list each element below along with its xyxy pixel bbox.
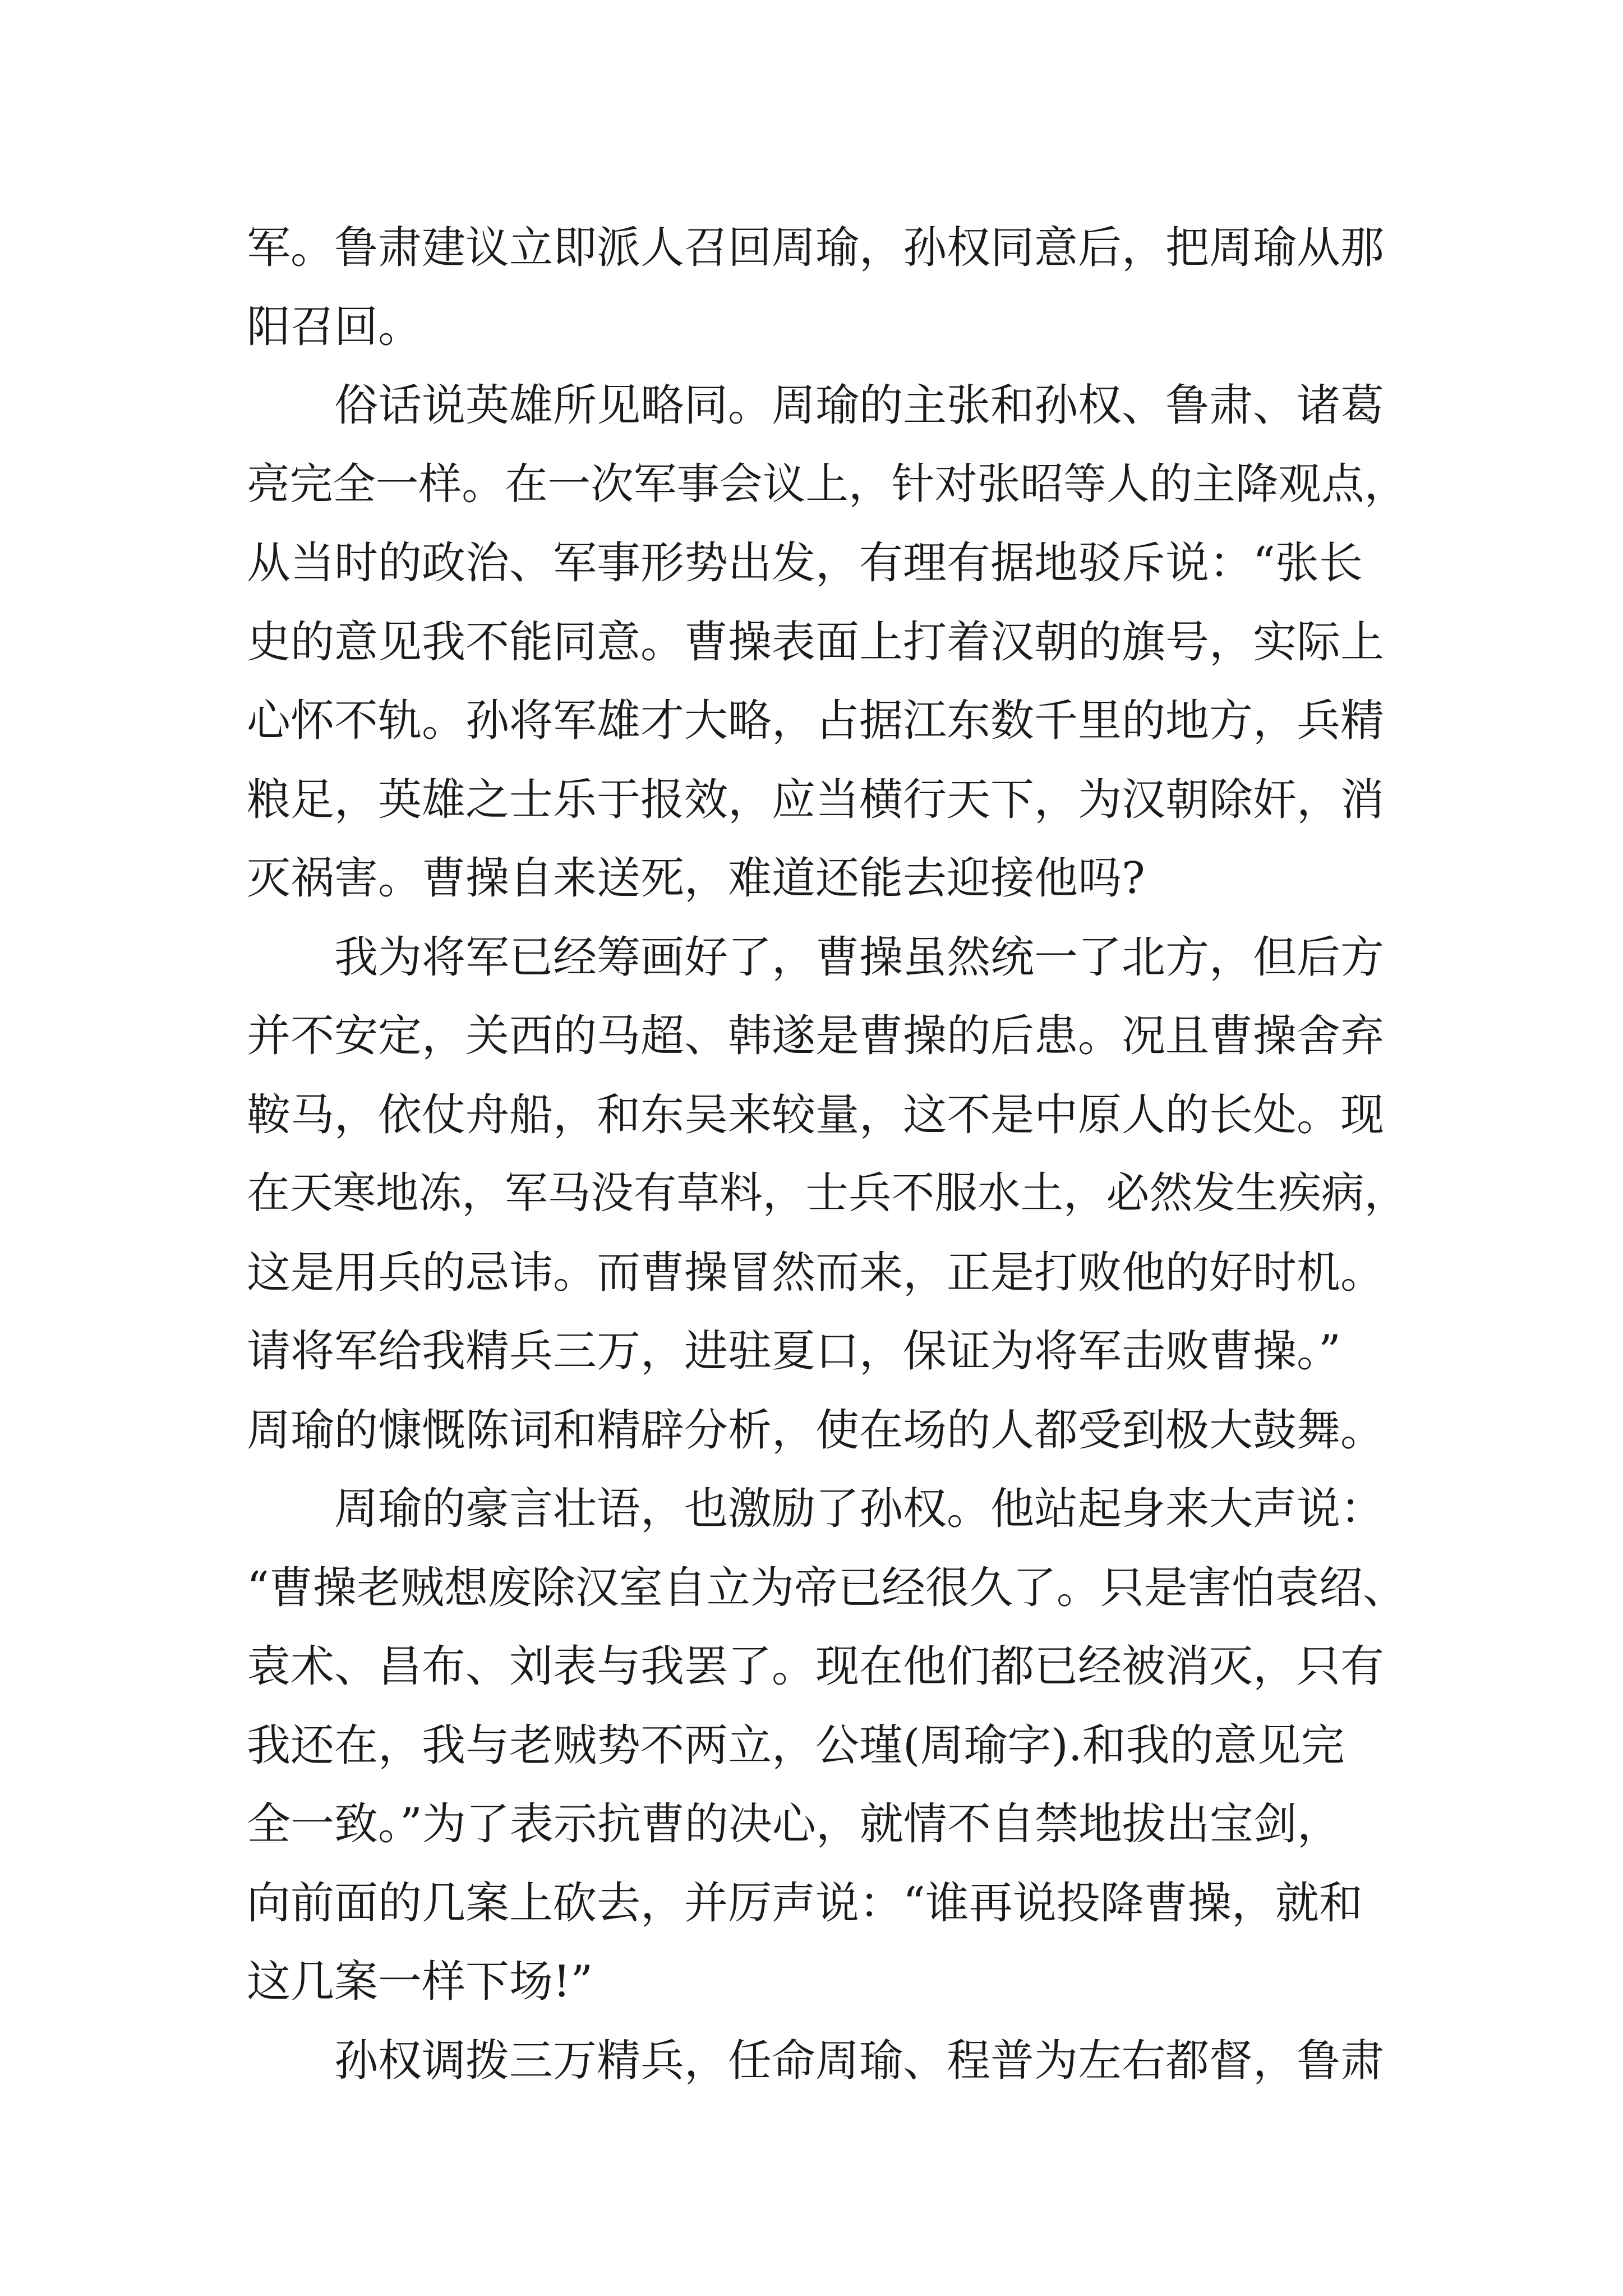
text-line: 袁术、昌布、刘表与我罢了。现在他们都已经被消灭，只有: [247, 1641, 1385, 1692]
text-line: 亮完全一样。在一次军事会议上，针对张昭等人的主降观点，: [247, 459, 1408, 509]
text-line: 请将军给我精兵三万，进驻夏口，保证为将军击败曹操。”: [247, 1326, 1341, 1377]
text-line: 这是用兵的忌讳。而曹操冒然而来，正是打败他的好时机。: [247, 1247, 1385, 1298]
text-line: 这几案一样下场!”: [247, 1957, 593, 2007]
text-line: 阳召回。: [247, 301, 422, 352]
text-line: 孙权调拨三万精兵，任命周瑜、程普为左右都督，鲁肃: [334, 2035, 1385, 2086]
document-body: [247, 209, 1413, 2100]
text-line: 我还在，我与老贼势不两立，公瑾(周瑜字).和我的意见完: [247, 1720, 1345, 1771]
text-line: 心怀不轨。孙将军雄才大略，占据江东数千里的地方，兵精: [247, 696, 1385, 746]
text-line: 史的意见我不能同意。曹操表面上打着汉朝的旗号，实际上: [247, 616, 1385, 668]
text-line: 粮足，英雄之士乐于报效，应当横行天下，为汉朝除奸，消: [247, 774, 1385, 825]
text-line: 全一致。”为了表示抗曹的决心，就情不自禁地拔出宝剑，: [247, 1799, 1341, 1849]
text-line: 从当时的政治、军事形势出发，有理有据地驳斥说：“张长: [247, 538, 1363, 588]
text-line: 周瑜的豪言壮语，也激励了孙权。他站起身来大声说：: [334, 1484, 1385, 1534]
text-line: 向前面的几案上砍去，并厉声说：“谁再说投降曹操，就和: [247, 1878, 1363, 1929]
text-line: 周瑜的慷慨陈词和精辟分析，使在场的人都受到极大鼓舞。: [247, 1405, 1385, 1456]
text-line: “曹操老贼想废除汉室自立为帝已经很久了。只是害怕袁绍、: [247, 1562, 1407, 1613]
text-line: 鞍马，依仗舟船，和东吴来较量，这不是中原人的长处。现: [247, 1089, 1385, 1140]
text-line: 俗话说英雄所见略同。周瑜的主张和孙权、鲁肃、诸葛: [334, 380, 1385, 431]
text-line: 我为将军已经筹画好了，曹操虽然统一了北方，但后方: [334, 932, 1385, 983]
text-line: 并不安定，关西的马超、韩遂是曹操的后患。况且曹操舍弃: [247, 1011, 1385, 1061]
text-line: 军。鲁肃建议立即派人召回周瑜，孙权同意后，把周瑜从那: [247, 223, 1385, 273]
text-line: 灭祸害。曹操自来送死，难道还能去迎接他吗?: [247, 853, 1145, 904]
text-line: 在天寒地冻，军马没有草料，士兵不服水土，必然发生疾病，: [247, 1168, 1408, 1218]
